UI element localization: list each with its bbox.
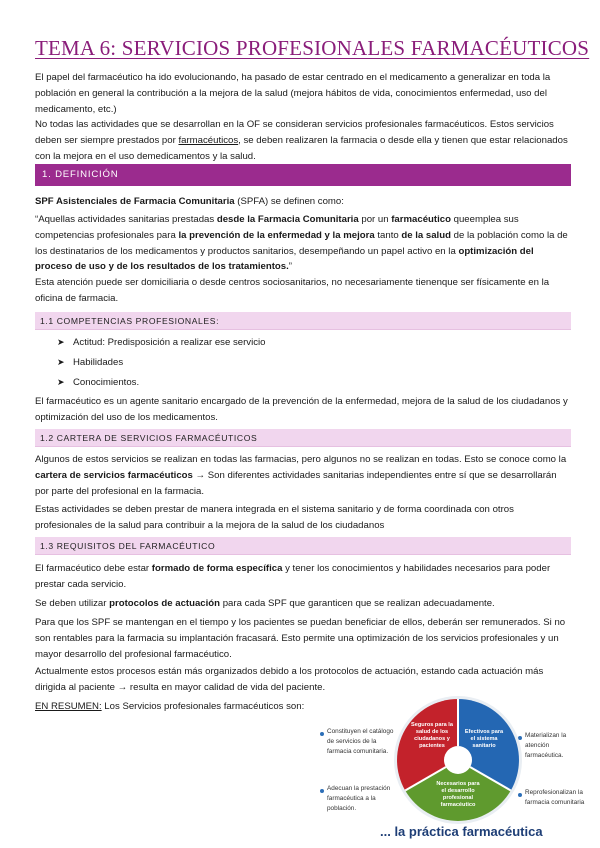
arrow-bullet-icon: ➤ — [57, 357, 65, 367]
wheel-label-green: Necesarios para el desarrollo profesional farmacéutico — [436, 781, 480, 808]
wheel-label-red: Seguros para la salud de los ciudadanos y pacientes — [411, 722, 453, 749]
intro2-underlined: farmacéuticos — [178, 134, 239, 146]
resumen-label: EN RESUMEN: — [35, 701, 102, 712]
cartera-paragraph-1: Algunos de estos servicios se realizan en todas las farmacias, pero algunos no se realizan en todas. Esto se conoce como la cartera de servicios farmacéuticos → Son diferentes actividades sanitarias independientes entre sí que se desarrollarán por parte del profesional en la farmacia. — [35, 454, 567, 497]
intro-paragraph-1: El papel del farmacéutico ha ido evolucionando, ha pasado de estar centrado en el medicamento a generalizar en toda la población en general la contribución a la mejora de la salud (mejora hábitos de vida, conocimientos enfermedad, uso del medicamento, etc.) — [35, 72, 551, 115]
page-title: TEMA 6: SERVICIOS PROFESIONALES FARMACÉUTICOS — [35, 36, 590, 60]
arrow-bullet-icon: ➤ — [57, 337, 65, 347]
requisitos-paragraph-1: El farmacéutico debe estar formado de forma específica y tener los conocimientos y habilidades necesarios para poder prestar cada servicio. — [35, 563, 551, 590]
diagram-footer-caption: ... la práctica farmacéutica — [380, 824, 543, 839]
definition-term: SPF Asistenciales de Farmacia Comunitaria — [35, 196, 235, 207]
intro2-text-a: No todas las actividades que se desarrollan en la OF se consideran servicios profesionales farmacéuticos. Estos servicios deben ser siempre prestados por — [35, 119, 554, 146]
definition-rest: (SPFA) se definen como: — [234, 196, 344, 207]
requisitos-paragraph-3: Para que los SPF se mantengan en el tiempo y los pacientes se puedan beneficiar de ellos, deberán ser remunerados. Si no son rentables para la farmacia su implantación fracasará. Esto permite una optimización de los servicios profesionales y un mayor desarrollo del profesional farmacéutico. — [35, 617, 566, 660]
intro-paragraph-2 — [35, 117, 570, 164]
competencias-paragraph: El farmacéutico es un agente sanitario encargado de la prevención de la enfermedad, mejora de la salud de los ciudadanos y optimización del uso de los medicamentos. — [35, 396, 568, 423]
bullet-dot-icon — [320, 789, 324, 793]
definition-quote: “Aquellas actividades sanitarias prestadas desde la Farmacia Comunitaria por un farmacéutico queemplea sus competencias profesionales para la prevención de la enfermedad y la mejora tanto de la salud de la población como la de los destinatarios de los medicamentos y productos sanitarios, desempeñando un papel activo en la optimización del proceso de uso y de los resultados de los tratamientos.” — [35, 214, 568, 273]
requisitos-paragraph-2: Se deben utilizar protocolos de actuación para cada SPF que garanticen que se realizan adecuadamente. — [35, 598, 495, 609]
intro2-text-b: , se deben realizaren la farmacia o desde ella y tienen que estar relacionados con la mejora en el uso demedicamentos y la salud. — [35, 134, 568, 162]
bullet-dot-icon — [320, 732, 324, 736]
list-item: ➤ Conocimientos. — [57, 377, 140, 388]
definition-paragraph-2: Esta atención puede ser domiciliaria o desde centros sociosanitarios, no necesariamente tienenque ser físicamente en la oficina de farmacia. — [35, 277, 550, 304]
subsection-header-competencias: 1.1 COMPETENCIAS PROFESIONALES: — [35, 312, 571, 330]
diagram-right-note-1: Materializan la atención farmacéutica. — [525, 732, 567, 759]
arrow-bullet-icon: ➤ — [57, 377, 65, 387]
resumen-text: Los Servicios profesionales farmacéuticos son: — [101, 701, 305, 712]
resumen-line — [35, 699, 315, 715]
definition-intro — [35, 194, 570, 210]
requisitos-paragraph-4: Actualmente estos procesos están más organizados debido a los protocolos de actuación, estando cada actuación más dirigida al paciente → resulta en mayor calidad de vida del paciente. — [35, 666, 544, 693]
diagram-left-note-2: Adecuan la prestación farmacéutica a la población. — [327, 785, 391, 812]
subsection-header-cartera: 1.2 CARTERA DE SERVICIOS FARMACÉUTICOS — [35, 429, 571, 447]
summary-diagram — [300, 693, 590, 845]
diagram-right-note-2: Reprofesionalizan la farmacia comunitaria — [525, 789, 585, 806]
section-header-definicion: 1. DEFINICIÓN — [35, 164, 571, 186]
cartera-paragraph-2: Estas actividades se deben prestar de manera integrada en el sistema sanitario y de forma coordinada con otros profesionales de la salud para contribuir a la mejora de la salud de los ciudadanos — [35, 504, 514, 531]
diagram-left-note-1: Constituyen el catálogo de servicios de la farmacia comunitaria. — [327, 728, 394, 755]
subsection-header-requisitos: 1.3 REQUISITOS DEL FARMACÉUTICO — [35, 537, 571, 555]
list-item: ➤ Actitud: Predisposición a realizar ese servicio — [57, 337, 266, 348]
list-item: ➤ Habilidades — [57, 357, 124, 368]
wheel-label-blue: Efectivos para el sistema sanitario — [464, 729, 504, 749]
